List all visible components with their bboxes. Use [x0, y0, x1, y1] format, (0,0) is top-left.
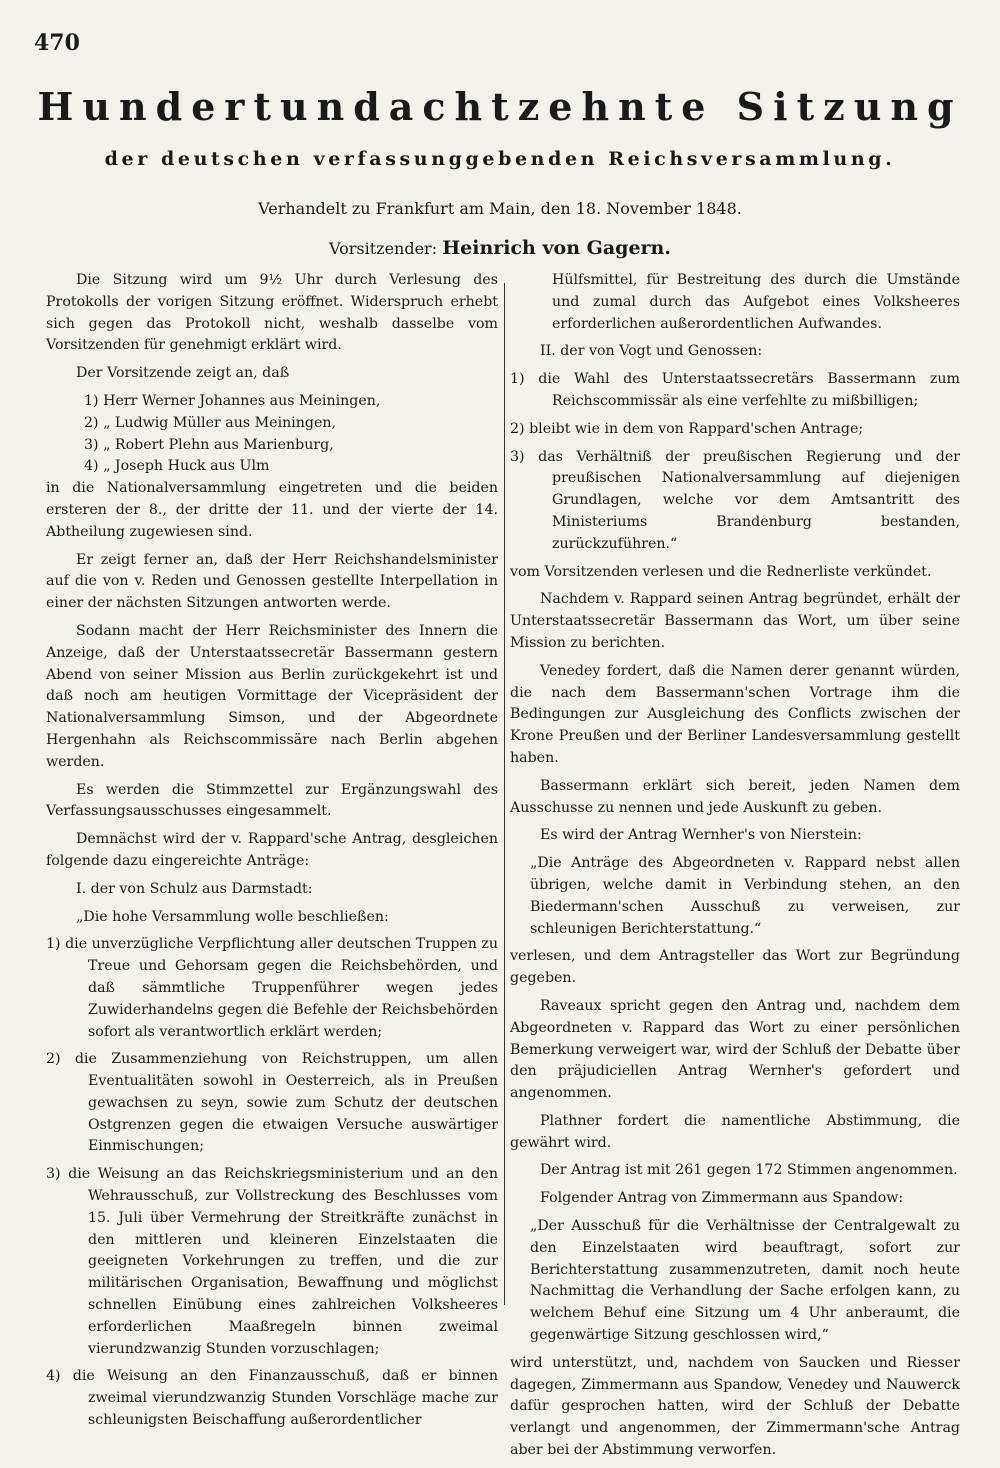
chair-name: Heinrich von Gagern.: [442, 237, 671, 259]
right-column: [510, 270, 960, 1468]
paragraph: Es wird der Antrag Wernher's von Nierstein:: [540, 827, 862, 844]
paragraph: in die Nationalversammlung eingetreten und die beiden ersteren der 8., der dritte der 11. und der vierte der 14. Abtheilung zugewiesen sind.: [46, 480, 498, 540]
list-item: 3) das Verhältniß der preußischen Regierung und der preußischen Nationalversammlung auf diejenigen Grundlagen, welche vor dem Amtsantritt des Ministeriums Brandenburg bestanden, zurückzuführen.“: [510, 448, 960, 552]
list-item: 2) „ Ludwig Müller aus Meiningen,: [84, 414, 337, 431]
paragraph: „Die hohe Versammlung wolle beschließen:: [76, 908, 389, 925]
chair-label: Vorsitzender:: [329, 239, 438, 258]
paragraph: Plathner fordert die namentliche Abstimmung, die gewährt wird.: [510, 1112, 960, 1151]
left-column: [46, 270, 498, 1438]
paragraph: Es werden die Stimmzettel zur Ergänzungswahl des Verfassungsausschusses eingesammelt.: [46, 781, 498, 820]
page-number: 470: [34, 30, 80, 56]
session-title: Hundertundachtzehnte Sitzung: [37, 84, 963, 129]
paragraph: Er zeigt ferner an, daß der Herr Reichshandelsminister auf die von v. Reden und Genossen gestellte Interpellation in einer der nächsten Sitzungen antworten werde.: [46, 551, 498, 612]
list-item: 2) bleibt wie in dem von Rappard'schen Antrage;: [510, 420, 864, 437]
list-item: 3) die Weisung an das Reichskriegsministerium und an den Wehrausschuß, zur Vollstreckung des Beschlusses vom 15. Juli über Vermehrung der Streitkräfte zunächst in den mittleren und kleineren Einzelstaaten die geeigneten Vorkehrungen zu treffen, und die zur militärischen Organisation, Bewaffnung und möglichst schnellen Einübung eines zahlreichen Volksheeres erforderlichen Maaßregeln binnen zweimal vierundzwanzig Stunden vorzuschlagen;: [46, 1166, 498, 1357]
paragraph: Nachdem v. Rappard seinen Antrag begründet, erhält der Unterstaatssecretär Bassermann das Wort, um über seine Mission zu berichten.: [510, 591, 960, 651]
list-item: 1) Herr Werner Johannes aus Meiningen,: [84, 392, 381, 409]
paragraph: Demnächst wird der v. Rappard'sche Antrag, desgleichen folgende dazu eingereichte Anträge:: [46, 831, 498, 869]
paragraph: Venedey fordert, daß die Namen derer genannt würden, die nach dem Bassermann'schen Vortrage ihm die Bedingungen zur Ausgleichung des Conflicts zwischen der Krone Preußen und der Berliner Landesversammlung gestellt haben.: [510, 662, 960, 766]
paragraph: Bassermann erklärt sich bereit, jeden Namen dem Ausschusse zu nennen und jede Auskunft zu geben.: [510, 777, 960, 816]
paragraph: Folgender Antrag von Zimmermann aus Spandow:: [540, 1190, 904, 1207]
motion-heading: I. der von Schulz aus Darmstadt:: [76, 880, 313, 897]
quoted-motion: „Die Anträge des Abgeordneten v. Rappard nebst allen übrigen, welche damit in Verbindung stehen, an den Biedermann'schen Ausschuß zu verweisen, zur schleunigen Berichterstattung.“: [530, 855, 960, 937]
paragraph: vom Vorsitzenden verlesen und die Rednerliste verkündet.: [510, 563, 932, 580]
motion-heading: II. der von Vogt und Genossen:: [540, 343, 763, 360]
list-item: 2) die Zusammenziehung von Reichstruppen, um allen Eventualitäten sowohl in Oesterreich, als in Preußen gewachsen zu seyn, sowie zum Schutz der deutschen Ostgrenzen gegen die etwaigen Versuche auswärtiger Einmischungen;: [46, 1051, 498, 1155]
list-item: 4) „ Joseph Huck aus Ulm: [84, 458, 270, 475]
list-item: 1) die Wahl des Unterstaatssecretärs Bassermann zum Reichscommissär als eine verfehlte zu mißbilligen;: [510, 371, 960, 409]
paragraph: Der Vorsitzende zeigt an, daß: [76, 365, 290, 382]
new-members-list: [46, 391, 498, 478]
paragraph: Hülfsmittel, für Bestreitung des durch die Umstände und zumal durch das Aufgebot eines Volksheeres erforderlichen außerordentlichen Aufwandes.: [552, 272, 960, 332]
dateline: Verhandelt zu Frankfurt am Main, den 18. November 1848.: [258, 199, 742, 218]
list-item: 1) die unverzügliche Verpflichtung aller deutschen Truppen zu Treue und Gehorsam gegen die Reichsbehörden, und daß sämmtliche Truppenführer wegen jedes Zuwiderhandelns gegen die Befehle der Reichsbehörden sofort als verantwortlich erklärt werden;: [46, 936, 498, 1040]
paragraph: Sodann macht der Herr Reichsminister des Innern die Anzeige, daß der Unterstaatssecretär Bassermann gestern Abend von seiner Mission aus Berlin zurückgekehrt ist und daß noch am heutigen Vormittage der Vicepräsident der Nationalversammlung Simson, und der Abgeordnete Hergenhahn als Reichscommissäre nach Berlin abgehen werden.: [46, 622, 498, 770]
chair-line: [0, 237, 1000, 259]
quoted-motion: „Der Ausschuß für die Verhältnisse der Centralgewalt zu den Einzelstaaten wird beauftragt, sofort zur Berichterstattung zusammenzutreten, damit noch heute Nachmittag die Verhandlung der Sache erfolgen kann, zu welchem Behuf eine Sitzung um 4 Uhr anberaumt, die gegenwärtige Sitzung geschlossen wird,“: [530, 1218, 960, 1344]
vote-result: Der Antrag ist mit 261 gegen 172 Stimmen angenommen.: [540, 1162, 958, 1179]
paragraph: verlesen, und dem Antragsteller das Wort zur Begründung gegeben.: [510, 948, 960, 987]
column-divider: [504, 283, 505, 1305]
paragraph: Raveaux spricht gegen den Antrag und, nachdem dem Abgeordneten v. Rappard das Wort zu einer persönlichen Bemerkung verweigert war, wird der Schluß der Debatte über den präjudiciellen Antrag Wernher's gefordert und angenommen.: [510, 997, 960, 1102]
paragraph: Die Sitzung wird um 9½ Uhr durch Verlesung des Protokolls der vorigen Sitzung eröffnet. Widerspruch erhebt sich gegen das Protokoll nicht, weshalb dasselbe vom Vorsitzenden für genehmigt erklärt wird.: [46, 272, 498, 354]
list-item: 3) „ Robert Plehn aus Marienburg,: [84, 436, 334, 453]
list-item: 4) die Weisung an den Finanzausschuß, daß er binnen zweimal vierundzwanzig Stunden Vorschläge mache zur schleunigsten Beischaffung außerordentlicher: [46, 1368, 498, 1429]
paragraph: wird unterstützt, und, nachdem von Saucken und Riesser dagegen, Zimmermann aus Spandow, Venedey und Nauwerck dafür gesprochen hatten, wird der Schluß der Debatte verlangt und angenommen, der Zimmermann'sche Antrag aber bei der Abstimmung verworfen.: [510, 1354, 960, 1459]
assembly-subtitle: der deutschen verfassunggebenden Reichsversammlung.: [104, 148, 896, 170]
